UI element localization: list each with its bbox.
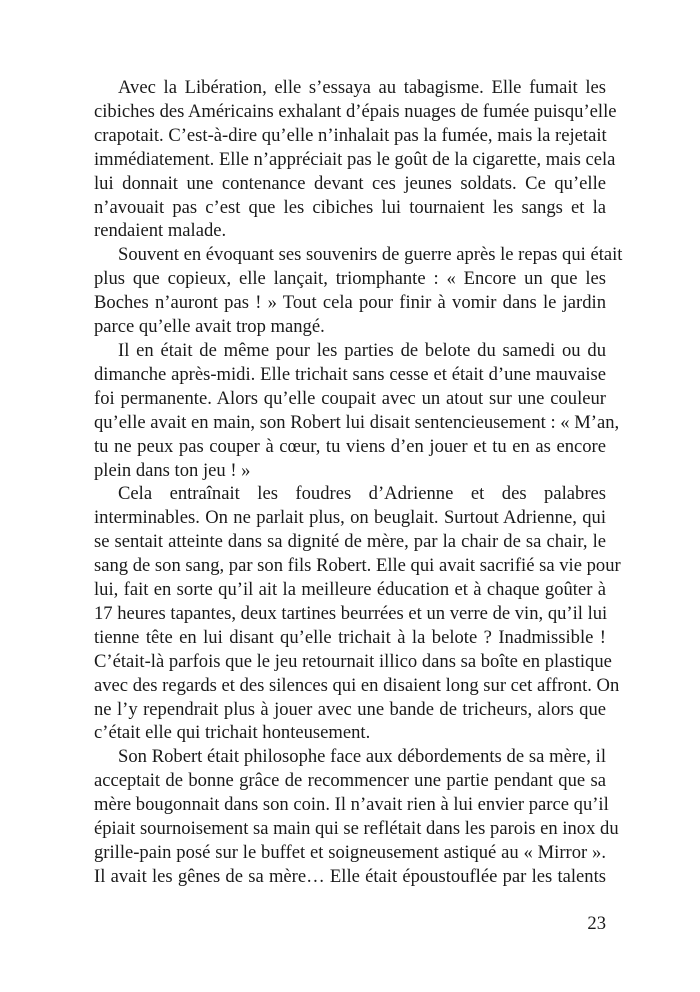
text-line: plein dans ton jeu ! » — [94, 459, 251, 481]
text-line: Il en était de même pour les parties de belote du samedi ou du — [118, 339, 606, 361]
text-line: c’était elle qui trichait honteusement. — [94, 722, 371, 744]
text-line: Cela entraînait les foudres d’Adrienne et des palabres — [118, 483, 606, 505]
text-line: rendaient malade. — [94, 220, 227, 242]
text-line: qu’elle avait en main, son Robert lui disait sentencieusement : « M’an, — [94, 411, 620, 433]
paragraph — [94, 745, 619, 888]
text-line: ne l’y rependrait plus à jouer avec une bande de tricheurs, alors que — [94, 698, 606, 720]
text-line: grille-pain posé sur le buffet et soigneusement astiqué au « Mirror ». — [94, 842, 606, 863]
text-line: immédiatement. Elle n’appréciait pas le goût de la cigarette, mais cela — [94, 148, 616, 170]
text-line: C’était-là parfois que le jeu retournait illico dans sa boîte en plastique — [94, 650, 612, 672]
text-line: 17 heures tapantes, deux tartines beurrées et un verre de vin, qu’il lui — [94, 602, 608, 624]
text-line: plus que copieux, elle lançait, triomphante : « Encore un que les — [94, 268, 606, 290]
text-line: Il avait les gênes de sa mère… Elle était époustouflée par les talents — [94, 865, 606, 887]
text-line: tienne tête en lui disant qu’elle trichait à la belote ? Inadmissible ! — [94, 626, 606, 648]
paragraph — [94, 482, 621, 745]
text-line: Souvent en évoquant ses souvenirs de guerre après le repas qui était — [118, 244, 623, 266]
text-line: mère bougonnait dans son coin. Il n’avait rien à lui envier parce qu’il — [94, 794, 609, 816]
text-line: lui donnait une contenance devant ces jeunes soldats. Ce qu’elle — [94, 172, 606, 194]
paragraph — [94, 243, 623, 339]
text-line: tu ne peux pas couper à cœur, tu viens d’en jouer et tu en as encore — [94, 435, 606, 457]
text-line: cibiches des Américains exhalant d’épais nuages de fumée puisqu’elle — [94, 100, 617, 122]
text-line: lui, fait en sorte qu’il ait la meilleure éducation et à chaque goûter à — [94, 579, 606, 601]
text-line: crapotait. C’est-à-dire qu’elle n’inhalait pas la fumée, mais la rejetait — [94, 124, 607, 146]
text-line: Boches n’auront pas ! » Tout cela pour finir à vomir dans le jardin — [94, 292, 606, 314]
text-line: interminables. On ne parlait plus, on beuglait. Surtout Adrienne, qui — [94, 507, 606, 529]
text-line: foi permanente. Alors qu’elle coupait avec un atout sur une couleur — [94, 387, 606, 409]
text-line: épiait sournoisement sa main qui se reflétait dans les parois en inox du — [94, 818, 619, 840]
text-line: dimanche après-midi. Elle trichait sans cesse et était d’une mauvaise — [94, 363, 606, 385]
text-line: sang de son sang, par son fils Robert. Elle qui avait sacrifié sa vie pour — [94, 555, 621, 577]
text-line: se sentait atteinte dans sa dignité de mère, par la chair de sa chair, le — [94, 531, 606, 553]
text-line: avec des regards et des silences qui en disaient long sur cet affront. On — [94, 674, 620, 696]
text-line: n’avouait pas c’est que les cibiches lui tournaient les sangs et la — [94, 196, 606, 218]
paragraph — [94, 339, 620, 482]
text-line: Son Robert était philosophe face aux débordements de sa mère, il — [118, 746, 606, 768]
paragraph — [94, 76, 617, 243]
text-line: acceptait de bonne grâce de recommencer une partie pendant que sa — [94, 770, 606, 792]
text-line: parce qu’elle avait trop mangé. — [94, 316, 325, 338]
page-number: 23 — [587, 913, 606, 934]
text-line: Avec la Libération, elle s’essaya au tabagisme. Elle fumait les — [118, 77, 606, 98]
page-body — [94, 76, 623, 889]
